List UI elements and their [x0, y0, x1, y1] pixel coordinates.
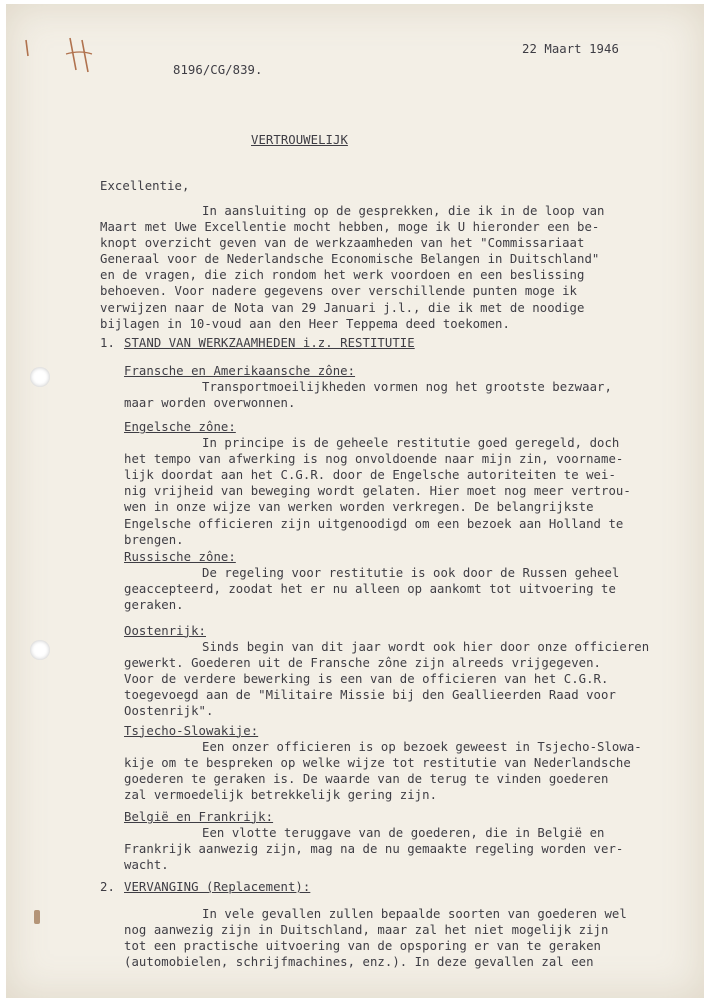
- zone-line: toegevoegd aan de "Militaire Missie bij den Geallieerden Raad voor: [124, 688, 616, 703]
- intro-line: Generaal voor de Nederlandsche Economische Belangen in Duitschland": [100, 252, 600, 267]
- intro-line: verwijzen naar de Nota van 29 Januari j.l., die ik met de noodige: [100, 300, 585, 315]
- intro-line: bijlagen in 10-voud aan den Heer Teppema deed toekomen.: [100, 316, 510, 331]
- zone-line: kije om te bespreken op welke wijze tot restitutie van Nederlandsche: [124, 756, 631, 771]
- zone-line: brengen.: [124, 532, 184, 547]
- zone-block: [124, 549, 619, 613]
- zone-line: Voor de verdere bewerking is een van de officieren van het C.G.R.: [124, 672, 609, 687]
- intro-line: en de vragen, die zich rondom het werk voordoen en een beslissing: [100, 268, 585, 283]
- intro-paragraph: [100, 203, 604, 332]
- zone-line: lijk doordat aan het C.G.R. door de Engelsche autoriteiten te wei-: [124, 468, 616, 483]
- zone-block: [124, 623, 649, 720]
- zone-line: gewerkt. Goederen uit de Fransche zône zijn alreeds vrijgegeven.: [124, 656, 602, 671]
- zone-block: [124, 419, 631, 548]
- reference-number: 8196/CG/839.: [173, 63, 263, 77]
- zone-line: Een onzer officieren is op bezoek geweest in Tsjecho-Slowa-: [202, 740, 642, 755]
- zone-line: Frankrijk aanwezig zijn, mag na de nu gemaakte regeling worden ver-: [124, 842, 624, 857]
- paragraph-line: (automobielen, schrijfmachines, enz.). In deze gevallen zal een: [124, 955, 594, 970]
- zone-line: De regeling voor restitutie is ook door de Russen geheel: [202, 566, 620, 581]
- zone-line: wen in onze wijze van werken worden verkregen. De belangrijkste: [124, 500, 594, 515]
- zone-line: nig vrijheid van beweging wordt gelaten. Hier moet nog meer vertrou-: [124, 484, 631, 499]
- zone-heading: Russische zône:: [124, 550, 236, 564]
- zone-line: maar worden overwonnen.: [124, 396, 296, 411]
- zone-line: goederen te geraken is. De waarde van de terug te vinden goederen: [124, 772, 609, 787]
- zone-line: wacht.: [124, 858, 169, 873]
- letter-date: 22 Maart 1946: [522, 42, 619, 56]
- zone-heading: Tsjecho-Slowakije:: [124, 724, 259, 738]
- zone-line: het tempo van afwerking is nog onvoldoende naar mijn zin, voorname-: [124, 452, 624, 467]
- zone-line: Oostenrijk".: [124, 704, 214, 719]
- section-2-number: 2.: [100, 880, 115, 894]
- intro-line: knopt overzicht geven van de werkzaamheden van het "Commissariaat: [100, 236, 585, 251]
- zone-line: In principe is de geheele restitutie goed geregeld, doch: [202, 436, 620, 451]
- section-2-title: VERVANGING (Replacement):: [124, 880, 311, 894]
- paragraph-line: tot een practische uitvoering van de opsporing er van te geraken: [124, 939, 602, 954]
- stain-mark: [34, 910, 40, 924]
- zone-heading: Oostenrijk:: [124, 624, 206, 638]
- pencil-mark: [16, 34, 106, 84]
- zone-line: Een vlotte teruggave van de goederen, die in België en: [202, 826, 605, 841]
- zone-heading: Engelsche zône:: [124, 420, 236, 434]
- section-1-number: 1.: [100, 336, 115, 350]
- zone-line: geraken.: [124, 598, 184, 613]
- zone-line: Transportmoeilijkheden vormen nog het grootste bezwaar,: [202, 380, 612, 395]
- classification-heading: VERTROUWELIJK: [251, 133, 348, 147]
- paragraph-line: nog aanwezig zijn in Duitschland, maar zal het niet mogelijk zijn: [124, 923, 609, 938]
- paragraph-line: In vele gevallen zullen bepaalde soorten van goederen wel: [202, 907, 627, 921]
- section-1-title: STAND VAN WERKZAAMHEDEN i.z. RESTITUTIE: [124, 336, 415, 350]
- zone-line: Engelsche officieren zijn uitgenoodigd om een bezoek aan Holland te: [124, 516, 624, 531]
- zone-line: zal vermoedelijk betrekkelijk gering zijn.: [124, 788, 438, 803]
- zone-block: [124, 723, 642, 803]
- punch-hole-bottom: [30, 640, 50, 660]
- intro-line: behoeven. Voor nadere gegevens over verschillende punten moge ik: [100, 284, 578, 299]
- section-2-paragraph: [124, 906, 627, 970]
- zone-line: geaccepteerd, zoodat het er nu alleen op aankomt tot uitvoering te: [124, 582, 616, 597]
- zone-line: Sinds begin van dit jaar wordt ook hier door onze officieren: [202, 640, 650, 655]
- zone-block: [124, 809, 623, 873]
- zone-heading: België en Frankrijk:: [124, 810, 274, 824]
- letter-page: [6, 4, 704, 998]
- zone-heading: Fransche en Amerikaansche zône:: [124, 364, 356, 378]
- salutation: Excellentie,: [100, 179, 190, 193]
- intro-line: Maart met Uwe Excellentie mocht hebben, moge ik U hieronder een be-: [100, 220, 600, 235]
- punch-hole-top: [30, 367, 50, 387]
- zone-block: [124, 363, 612, 411]
- intro-line: In aansluiting op de gesprekken, die ik in de loop van: [202, 204, 605, 218]
